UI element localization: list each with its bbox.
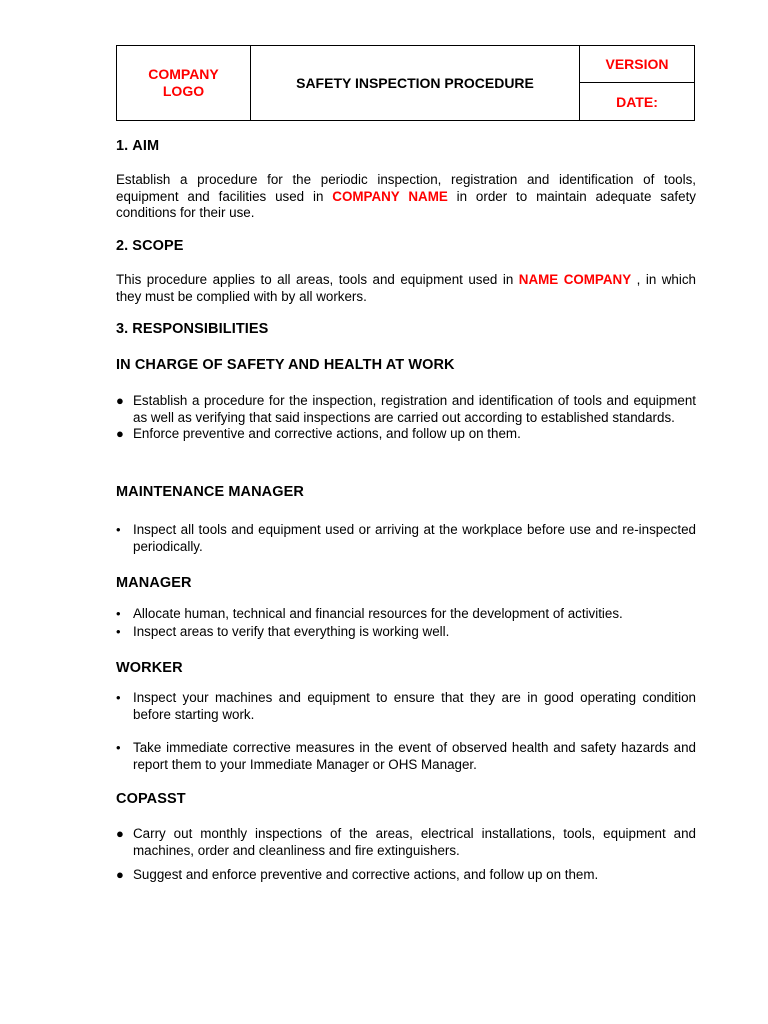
logo-line-1: COMPANY — [148, 66, 219, 82]
scope-text-after: , in which they must be complied with by all workers. — [116, 272, 696, 304]
responsibilities-title: RESPONSIBILITIES — [132, 321, 269, 337]
list-item-text: Allocate human, technical and financial resources for the development of activities. — [133, 606, 623, 621]
header-table — [116, 45, 695, 121]
scope-heading — [116, 238, 696, 254]
scope-number: 2. — [116, 238, 129, 254]
logo-line-2: LOGO — [162, 83, 205, 99]
role-heading: MANAGER — [116, 575, 192, 591]
bullet-icon: ● — [116, 867, 124, 882]
aim-text-before: Establish a procedure for the periodic inspection, registration and identification of tools, equipment and facilities used in — [116, 172, 696, 204]
aim-title: AIM — [132, 138, 160, 154]
bullet-icon: • — [116, 740, 121, 755]
list-item — [116, 393, 696, 426]
list-item-text: Take immediate corrective measures in the event of observed health and safety hazards and report them to your Immediate Manager or OHS Manager. — [133, 740, 696, 772]
aim-number: 1. — [116, 138, 129, 154]
list-item — [116, 624, 696, 641]
list-item-text: Establish a procedure for the inspection, registration and identification of tools and equipment as well as verifying that said inspections are carried out according to established standards. — [133, 393, 696, 425]
aim-text-after: in order to maintain adequate safety conditions for their use. — [116, 188, 696, 220]
role-list — [116, 690, 696, 773]
role-list — [116, 522, 696, 555]
list-item-text: Inspect areas to verify that everything is working well. — [133, 623, 450, 639]
list-item — [116, 426, 696, 443]
role-heading: WORKER — [116, 660, 183, 676]
bullet-icon: ● — [116, 826, 124, 841]
role-list — [116, 826, 696, 884]
bullet-icon: • — [116, 522, 121, 537]
list-item — [116, 606, 696, 623]
company-logo-placeholder — [117, 46, 251, 121]
role-heading: MAINTENANCE MANAGER — [116, 484, 304, 500]
role-heading: IN CHARGE OF SAFETY AND HEALTH AT WORK — [116, 357, 455, 373]
scope-text-before: This procedure applies to all areas, tools and equipment used in — [116, 272, 519, 287]
list-item — [116, 867, 696, 884]
list-item-text: Inspect all tools and equipment used or arriving at the workplace before use and re-inspected periodically. — [133, 522, 696, 554]
list-item — [116, 690, 696, 723]
scope-title: SCOPE — [132, 238, 184, 254]
role-list — [116, 606, 696, 640]
list-item — [116, 522, 696, 555]
aim-heading — [116, 138, 696, 154]
list-item — [116, 740, 696, 773]
bullet-icon: • — [116, 606, 121, 621]
bullet-icon: ● — [116, 426, 124, 441]
scope-company-name: NAME COMPANY — [518, 272, 632, 287]
list-item-text: Carry out monthly inspections of the areas, electrical installations, tools, equipment and machines, order and cleanliness and fire extinguishers. — [133, 826, 696, 858]
scope-paragraph — [116, 272, 696, 305]
list-item-text: Enforce preventive and corrective actions, and follow up on them. — [133, 426, 521, 441]
date-label: DATE: — [580, 83, 695, 121]
bullet-icon: • — [116, 690, 121, 705]
version-label: VERSION — [580, 46, 695, 83]
role-heading: COPASST — [116, 791, 186, 807]
aim-paragraph — [116, 172, 696, 222]
list-item-text: Suggest and enforce preventive and corrective actions, and follow up on them. — [133, 867, 599, 882]
bullet-icon: ● — [116, 393, 124, 408]
bullet-icon: • — [116, 623, 121, 639]
document-page — [116, 45, 696, 882]
aim-company-name: COMPANY NAME — [332, 188, 448, 204]
responsibilities-heading — [116, 321, 696, 337]
role-list — [116, 393, 696, 443]
responsibilities-number: 3. — [116, 321, 129, 337]
document-title: SAFETY INSPECTION PROCEDURE — [251, 46, 580, 121]
list-item-text: Inspect your machines and equipment to ensure that they are in good operating condition before starting work. — [133, 690, 696, 722]
list-item — [116, 826, 696, 859]
